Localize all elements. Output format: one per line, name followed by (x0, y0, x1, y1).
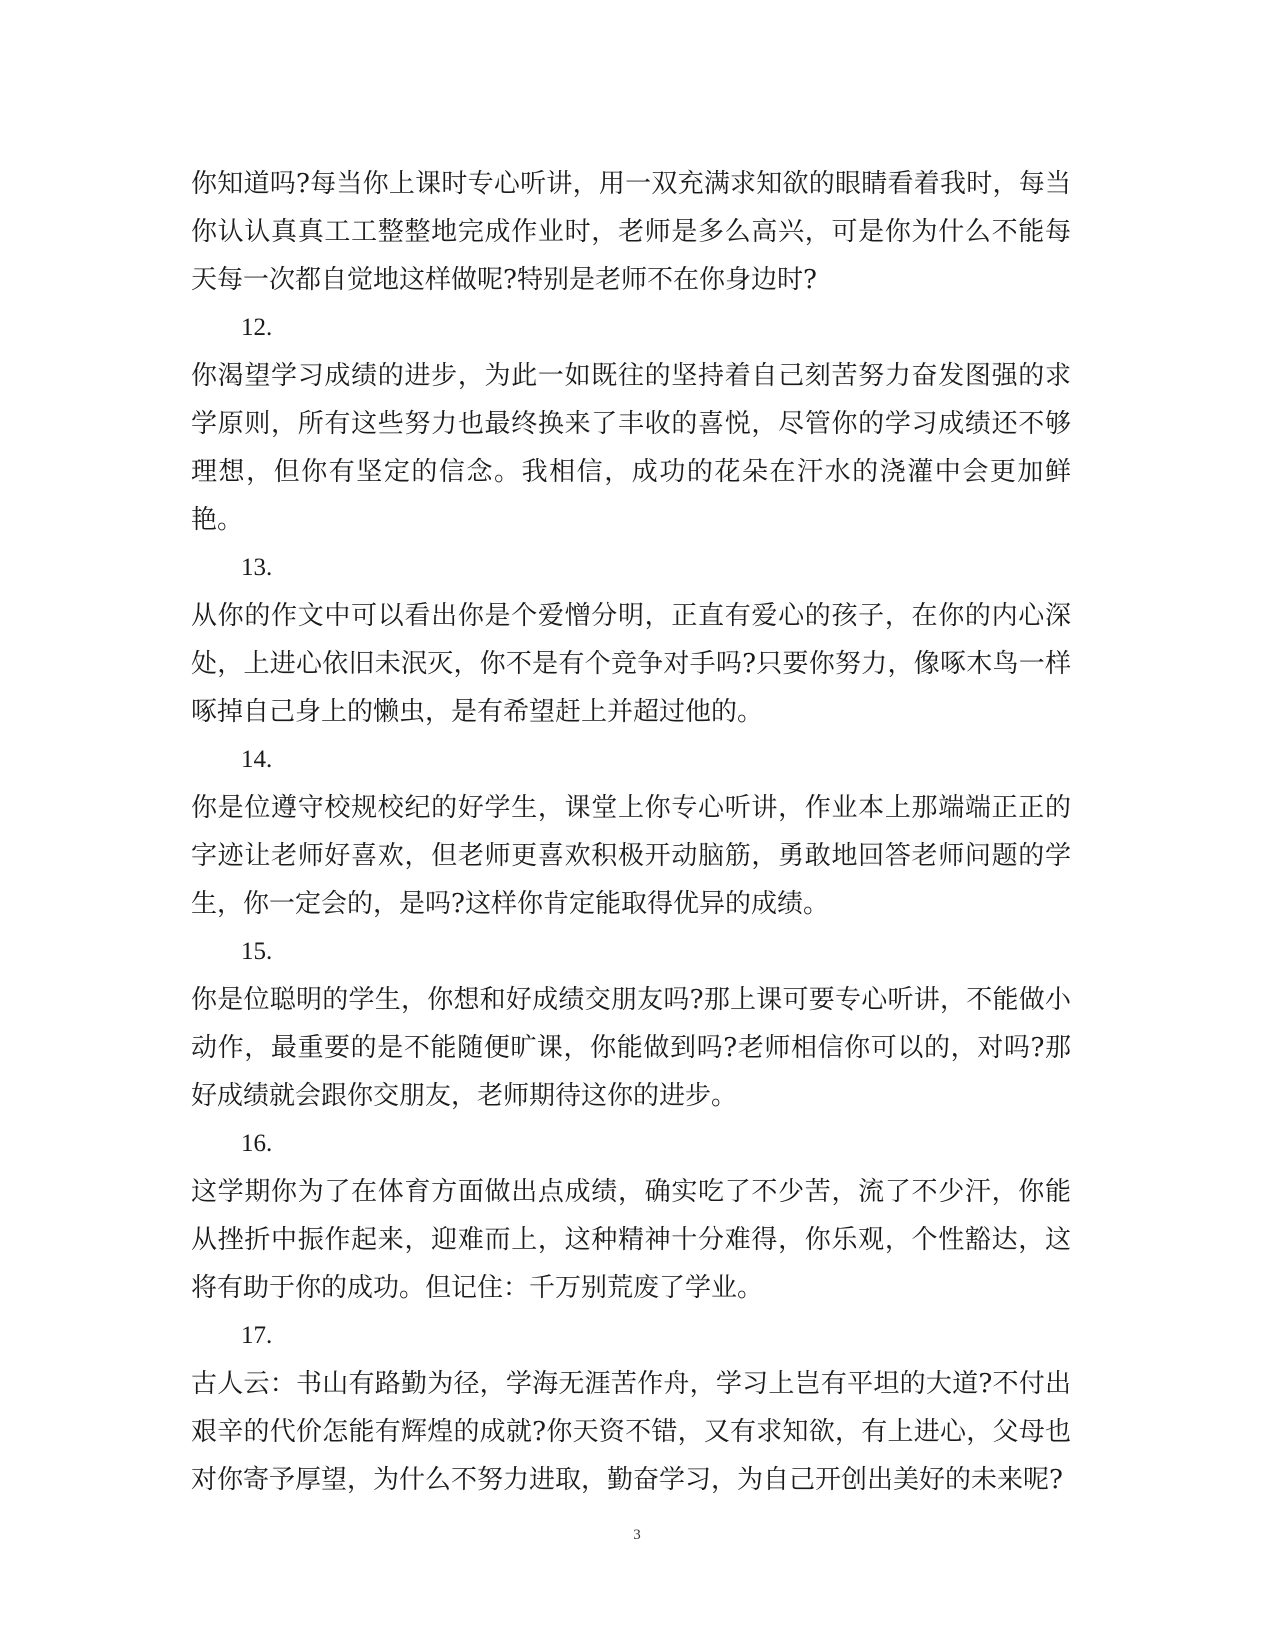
paragraph: 你是位遵守校规校纪的好学生，课堂上你专心听讲，作业本上那端端正正的字迹让老师好喜欢，但老师更喜欢积极开动脑筋，勇敢地回答老师问题的学生，你一定会的，是吗?这样你肯定能取得优异的成绩。 (191, 793, 1071, 919)
item-number: 14. (241, 746, 273, 773)
document-body (191, 160, 1071, 1504)
paragraph: 从你的作文中可以看出你是个爱憎分明，正直有爱心的孩子，在你的内心深处，上进心依旧未泯灭，你不是有个竞争对手吗?只要你努力，像啄木鸟一样啄掉自己身上的懒虫，是有希望赶上并超过他的。 (191, 601, 1071, 727)
item-number: 13. (241, 554, 273, 581)
paragraph: 你知道吗?每当你上课时专心听讲，用一双充满求知欲的眼睛看着我时，每当你认认真真工工整整地完成作业时，老师是多么高兴，可是你为什么不能每天每一次都自觉地这样做呢?特别是老师不在你身边时? (191, 169, 1071, 295)
paragraph: 古人云：书山有路勤为径，学海无涯苦作舟，学习上岂有平坦的大道?不付出艰辛的代价怎能有辉煌的成就?你天资不错，又有求知欲，有上进心，父母也对你寄予厚望，为什么不努力进取，勤奋学习，为自己开创出美好的未来呢? (191, 1369, 1071, 1495)
page-number: 3 (633, 1527, 641, 1543)
item-number: 15. (241, 938, 273, 965)
paragraph: 这学期你为了在体育方面做出点成绩，确实吃了不少苦，流了不少汗，你能从挫折中振作起来，迎难而上，这种精神十分难得，你乐观，个性豁达，这将有助于你的成功。但记住：千万别荒废了学业。 (191, 1177, 1071, 1303)
item-number: 12. (241, 314, 273, 341)
item-number: 17. (241, 1322, 273, 1349)
item-number: 16. (241, 1130, 273, 1157)
paragraph: 你是位聪明的学生，你想和好成绩交朋友吗?那上课可要专心听讲，不能做小动作，最重要的是不能随便旷课，你能做到吗?老师相信你可以的，对吗?那好成绩就会跟你交朋友，老师期待这你的进步。 (191, 985, 1071, 1111)
paragraph: 你渴望学习成绩的进步，为此一如既往的坚持着自己刻苦努力奋发图强的求学原则，所有这些努力也最终换来了丰收的喜悦，尽管你的学习成绩还不够理想，但你有坚定的信念。我相信，成功的花朵在汗水的浇灌中会更加鲜艳。 (191, 361, 1071, 535)
